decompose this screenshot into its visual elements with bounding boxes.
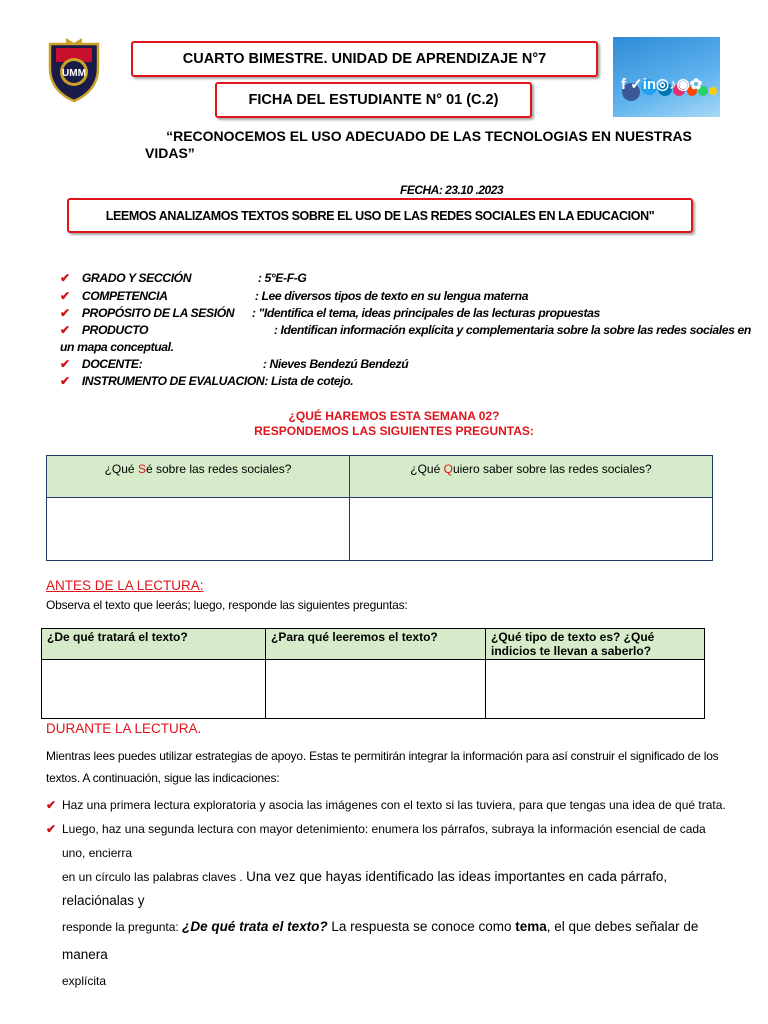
antes-instruction: Observa el texto que leerás; luego, responde las siguientes preguntas: (46, 598, 408, 612)
check-icon: ✔ (46, 798, 57, 812)
antes-heading: ANTES DE LA LECTURA: (46, 578, 204, 593)
week-heading: ¿QUÉ HAREMOS ESTA SEMANA 02? (288, 409, 500, 423)
antes-answer-para[interactable] (266, 660, 486, 719)
social-icons-text: f ✓in◎♪◉✿ (621, 76, 703, 93)
sq-answer-se[interactable] (47, 498, 350, 561)
sq-answer-quiero[interactable] (350, 498, 713, 561)
bimestre-title-box (131, 41, 598, 77)
ficha-title: FICHA DEL ESTUDIANTE N° 01 (C.2) (248, 92, 499, 108)
social-media-banner (613, 37, 720, 117)
durante-bullet-2: ✔ Luego, haz una segunda lectura con mayor detenimiento: enumera los párrafos, subraya la información esencial de cada uno, encierra en un círculo las palabras claves . Una vez que hayas identificado las ideas importantes en cada párrafo, relaciónalas y responde la pregunta: ¿De qué trata el texto? La respuesta se conoce como tema, el que debes señalar de manera explícita (46, 817, 726, 993)
check-icon: ✔ (60, 357, 70, 371)
main-title-line1: “RECONOCEMOS EL USO ADECUADO DE LAS TECNOLOGIAS EN NUESTRAS (166, 128, 692, 144)
check-icon: ✔ (46, 822, 57, 836)
info-competencia: ✔ COMPETENCIA : Lee diversos tipos de texto en su lengua materna (60, 289, 529, 303)
logo-text: UMM (62, 68, 86, 79)
main-title-line2: VIDAS” (145, 145, 195, 161)
info-instrumento: ✔ INSTRUMENTO DE EVALUACION: Lista de cotejo. (60, 374, 354, 388)
sq-header-quiero: ¿Qué Quiero saber sobre las redes sociales? (350, 456, 713, 498)
antes-table (41, 628, 705, 719)
check-icon: ✔ (60, 374, 70, 388)
session-title: LEEMOS ANALIZAMOS TEXTOS SOBRE EL USO DE LAS REDES SOCIALES EN LA EDUCACION" (105, 208, 655, 223)
sq-table (46, 455, 713, 561)
check-icon: ✔ (60, 271, 70, 285)
session-date: FECHA: 23.10 .2023 (400, 183, 504, 197)
week-subheading: RESPONDEMOS LAS SIGUIENTES PREGUNTAS: (254, 424, 534, 438)
antes-answer-tipo[interactable] (486, 660, 705, 719)
info-grado: ✔ GRADO Y SECCIÓN : 5°E-F-G (60, 271, 307, 285)
durante-intro: Mientras lees puedes utilizar estrategias de apoyo. Estas te permitirán integrar la información para así construir el significado de los textos. A continuación, sigue las indicaciones: (46, 749, 719, 785)
check-icon: ✔ (60, 289, 70, 303)
check-icon: ✔ (60, 306, 70, 320)
main-title (0, 128, 768, 162)
antes-header-tipo: ¿Qué tipo de texto es? ¿Qué indicios te llevan a saberlo? (486, 629, 705, 660)
antes-header-para: ¿Para qué leeremos el texto? (266, 629, 486, 660)
info-proposito: ✔ PROPÓSITO DE LA SESIÓN : "Identifica el tema, ideas principales de las lecturas propuestas (60, 306, 600, 320)
sq-header-se: ¿Qué Sé sobre las redes sociales? (47, 456, 350, 498)
info-producto: ✔ PRODUCTO : Identifican información explícita y complementaria sobre la sobre las redes sociales en (60, 323, 751, 337)
durante-heading: DURANTE LA LECTURA. (46, 721, 202, 736)
info-docente: ✔ DOCENTE: : Nieves Bendezú Bendezú (60, 357, 409, 371)
ficha-title-box (215, 82, 532, 118)
check-icon: ✔ (60, 323, 70, 337)
antes-header-tratara: ¿De qué tratará el texto? (42, 629, 266, 660)
durante-bullet-1: ✔ Haz una primera lectura exploratoria y asocia las imágenes con el texto si las tuviera, para que tengas una idea de qué trata. (46, 793, 726, 817)
school-logo (46, 38, 102, 102)
info-producto-cont: un mapa conceptual. (60, 340, 174, 354)
antes-answer-tratara[interactable] (42, 660, 266, 719)
bimestre-title: CUARTO BIMESTRE. UNIDAD DE APRENDIZAJE N°7 (182, 51, 547, 67)
session-title-box (67, 198, 693, 233)
